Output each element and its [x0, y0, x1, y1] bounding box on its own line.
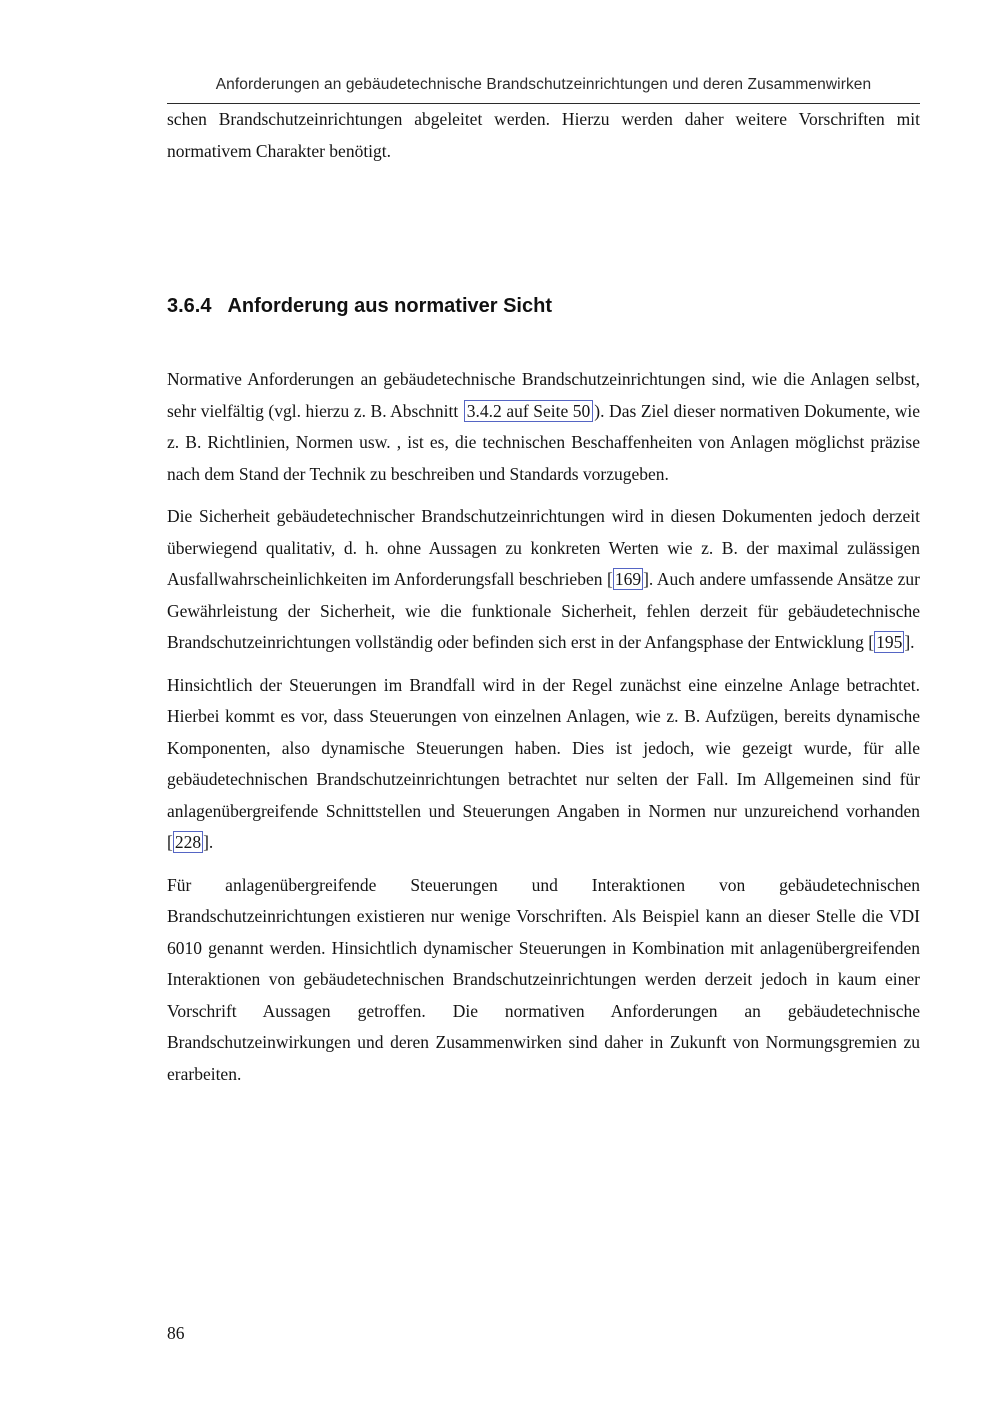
paragraph-text: ). Das Ziel dieser normativen Dokumente, wie z. B. Richtlinien, Normen usw. , ist es, die technischen Beschaffenheiten von Anlagen möglichst präzise nach dem Stand der Technik zu beschreiben und Standards vorzugeben.	[167, 400, 920, 484]
page-number: 86	[167, 1323, 185, 1343]
paragraph-text: Normative Anforderungen an gebäudetechnische Brandschutzeinrichtungen sind, wie die Anlagen selbst, sehr vielfältig (vgl. hierzu z. B. Abschnitt	[167, 369, 920, 421]
paragraph-intro-continuation	[167, 104, 920, 167]
running-header-title: Anforderungen an gebäudetechnische Brandschutzeinrichtungen und deren Zusammenwirken	[167, 76, 920, 104]
paragraph-text: schen Brandschutzeinrichtungen abgeleitet werden. Hierzu werden daher weitere Vorschriften mit normativem Charakter benötigt.	[167, 109, 920, 161]
paragraph-text: ]. Auch andere umfassende Ansätze zur Gewährleistung der Sicherheit, wie die funktionale Sicherheit, fehlen derzeit für gebäudetechnische Brandschutzeinrichtungen vollständig oder befinden sich erst in der Anfangsphase der Entwicklung [	[167, 569, 920, 652]
running-header	[167, 0, 920, 104]
section-heading	[167, 295, 920, 318]
paragraph-text: ].	[203, 832, 214, 852]
section-ref-link[interactable]: 3.4.2 auf Seite 50	[464, 400, 594, 422]
paragraph-text: Für anlagenübergreifende Steuerungen und Interaktionen von gebäudetechnischen Brandschutzeinrichtungen existieren nur wenige Vorschriften. Als Beispiel kann an dieser Stelle die VDI 6010 genannt werden. Hinsichtlich dynamischer Steuerungen in Kombination mit anlagenübergreifenden Interaktionen von gebäudetechnischen Brandschutzeinrichtungen werden derzeit jedoch in kaum einer Vorschrift Aussagen getroffen. Die normativen Anforderungen an gebäudetechnische Brandschutzeinwirkungen und deren Zusammenwirken sind daher in Zukunft von Normungsgremien zu erarbeiten.	[167, 874, 920, 1084]
citation-link-169[interactable]: 169	[614, 569, 642, 589]
paragraph-anlagenuebergreifende-steuerungen	[167, 870, 920, 1091]
paragraph-steuerungen-brandfall	[167, 670, 920, 859]
paragraph-text: Hinsichtlich der Steuerungen im Brandfall wird in der Regel zunächst eine einzelne Anlage betrachtet. Hierbei kommt es vor, dass Steuerungen von einzelnen Anlagen, wie z. B. Aufzügen, bereits dynamische Komponenten, also dynamische Steuerungen haben. Dies ist jedoch, wie gezeigt wurde, für alle gebäudetechnischen Brandschutzeinrichtungen betrachtet nur selten der Fall. Im Allgemeinen sind für anlagenübergreifende Schnittstellen und Steuerungen Angaben in Normen nur unzureichend vorhanden [	[167, 674, 920, 852]
citation-link-195[interactable]: 195	[876, 632, 903, 652]
section-title: Anforderung aus normativer Sicht	[227, 295, 552, 317]
paragraph-text: Die Sicherheit gebäudetechnischer Brandschutzeinrichtungen wird in diesen Dokumenten jedoch derzeit überwiegend qualitativ, d. h. ohne Aussagen zu konkreten Werten wie z. B. der maximal zulässigen Ausfallwahrscheinlichkeiten im Anforderungsfall beschrieben [	[167, 506, 920, 589]
paragraph-text: ].	[904, 632, 915, 652]
paragraph-sicherheit	[167, 501, 920, 659]
paragraph-normative-anforderungen	[167, 364, 920, 490]
section-number: 3.6.4	[167, 295, 212, 317]
citation-link-228[interactable]: 228	[174, 832, 202, 852]
